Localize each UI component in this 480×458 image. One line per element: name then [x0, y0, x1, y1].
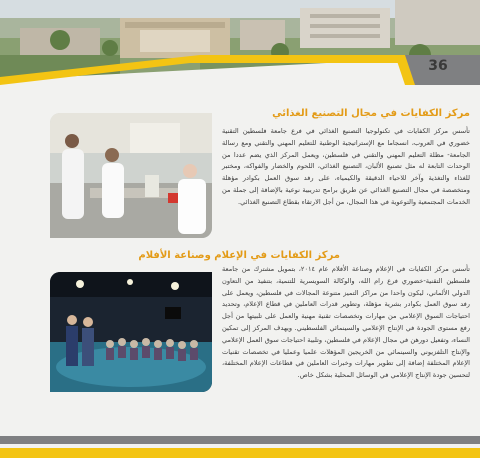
food-lab-photo	[50, 113, 212, 238]
header-banner	[0, 55, 480, 115]
section-title-food-processing: مركز الكفايات في مجال التصنيع الغذائي	[272, 108, 470, 119]
footer-bars	[0, 428, 480, 458]
page-number: 36	[428, 58, 448, 74]
section-body-food-processing: تأسس مركز الكفايات في تكنولوجيا التصنيع الغذائي في فرع جامعة فلسطين التقنية خضوري في العروب، انسجاما مع الإستراتيجية الوطنية للتعليم المهني والتقني ومع رسالة الجامعة- مظلة التعليم المهني والتقني في فلسطين، ويعمل المركز الذي يضم عددا من الوحدات التابعة له مثل تصنيع الألبان، التصنيع الغذائي، اللحوم والخضار والفواكه، ومختبر للغذاء والتغذية وآخر للاحياء الدقيقة والكيمياء، على رفد سوق العمل بكوادر مؤهلة ومتخصصة في مجال التصنيع الغذائي عن طريق برامج تدريبية نوعية بالإضافة إلى جملة من الخدمات المجتمعية والتوعوية في هذا المجال، من أجل الارتقاء بقطاع التصنيع الغذائي.	[222, 127, 470, 206]
media-studio-photo	[50, 272, 212, 392]
section-title-media-film: مركز الكفايات في الإعلام وصناعة الأفلام	[138, 250, 340, 261]
section-body-media-film: تأسس مركز الكفايات في الإعلام وصناعة الأفلام عام ٢٠١٤، بتمويل مشترك من جامعة فلسطين التقنية-خضوري فرع رام الله، والوكالة السويسرية للتنمية، بتنفيذ من التعاون الدولي الألماني، ليكون واحدا من مراكز التميز متنوعة المجالات في فلسطين، ويعمل على رفد سوق العمل بكوادر بشرية مؤهلة، وتطوير قدرات العاملين في قطاع الإعلام، وتحديد احتياجات السوق الإعلامي من مهارات وتخصصات تقنية مهنية والعمل على تلبيتها من أجل رفع مستوى الجودة في الإنتاج الإعلامي والسينمائي الفلسطيني. ويهدف المركز إلى تمكين النساء، وتفعيل دورهن في مجال الإعلام في فلسطين، وتلبية احتياجات سوق العمل الإعلامي والإنتاج التلفزيوني والسينمائي من الخريجين المؤهلات علميا وعمليا في تخصصات تقنيات الإعلام المختلفة إضافة إلى تطوير مهارات وخبرات العاملين في قطاعات الإعلام المختلفة، لتحسين جودة الإنتاج الإعلامي في الوسائل المحلية بشكل خاص.	[222, 265, 470, 380]
